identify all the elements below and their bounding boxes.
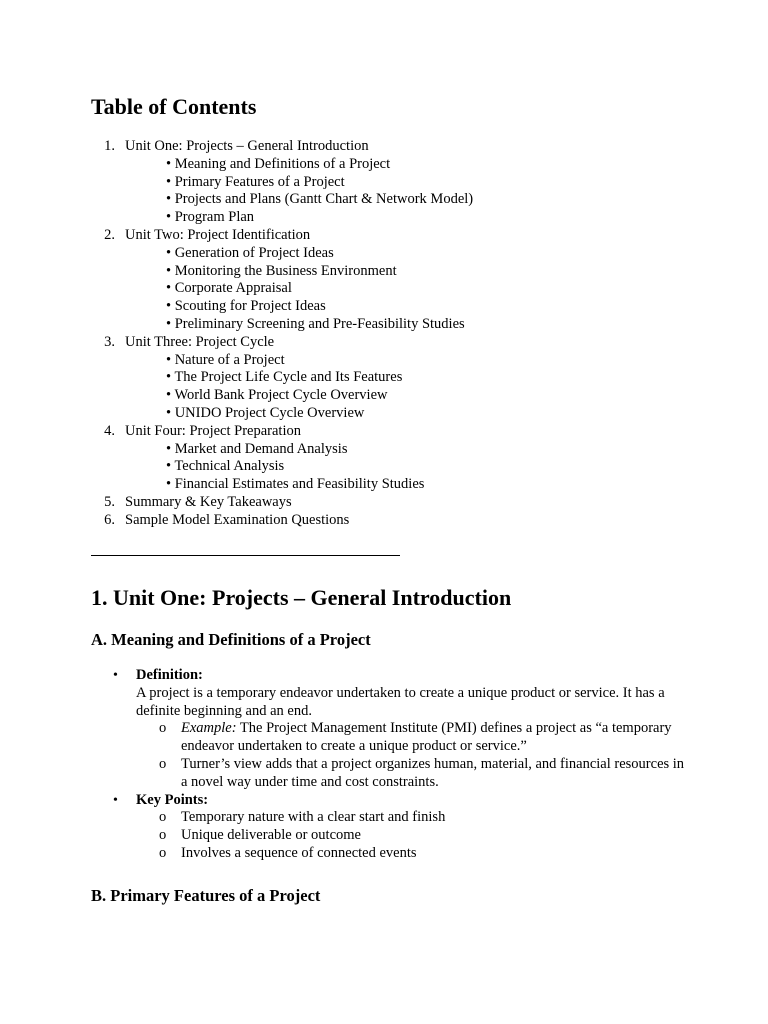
toc-subitem: • Generation of Project Ideas	[166, 244, 334, 261]
toc-subitem: • Primary Features of a Project	[166, 173, 345, 190]
toc-unit	[91, 494, 711, 512]
toc-subitem: • Projects and Plans (Gantt Chart & Network Model)	[166, 191, 474, 208]
toc-list	[91, 138, 711, 530]
example-text: The Project Management Institute (PMI) defines a project as “a temporary endeavor undertaken to create a unique product or service.”	[181, 720, 672, 755]
toc-unit-label: Summary & Key Takeaways	[125, 493, 292, 510]
circle-bullet-icon: o	[159, 720, 167, 737]
list-item-example	[136, 720, 691, 756]
toc-unit-number: 3.	[104, 333, 115, 350]
toc-unit-number: 1.	[104, 138, 115, 154]
toc-unit	[91, 334, 711, 352]
toc-subitem: • Meaning and Definitions of a Project	[166, 155, 391, 172]
horizontal-rule	[91, 555, 400, 556]
toc-unit	[91, 227, 711, 245]
definition-text: A project is a temporary endeavor undertaken to create a unique product or service. It has a definite beginning and an end.	[136, 684, 665, 719]
unit-one-heading: 1. Unit One: Projects – General Introduction	[91, 585, 512, 610]
circle-bullet-icon: o	[159, 844, 167, 861]
list-item-key-points	[91, 792, 691, 863]
toc-unit-label: Unit Three: Project Cycle	[125, 333, 275, 350]
circle-bullet-icon: o	[159, 827, 167, 844]
toc-subitem: • Nature of a Project	[166, 351, 285, 368]
key-point-item: o Temporary nature with a clear start and finish	[136, 809, 691, 827]
section-b-heading: B. Primary Features of a Project	[91, 886, 321, 905]
bullet-icon: •	[113, 668, 118, 683]
toc-subitem: • World Bank Project Cycle Overview	[166, 387, 388, 404]
toc-unit	[91, 138, 711, 156]
toc-subitem: • Scouting for Project Ideas	[166, 298, 326, 315]
example-label: Example:	[181, 720, 237, 737]
toc-unit-label: Sample Model Examination Questions	[125, 511, 350, 528]
key-point-item: o Involves a sequence of connected events	[136, 845, 691, 863]
toc-subitem: • Financial Estimates and Feasibility Studies	[166, 476, 425, 493]
list-item-turner	[136, 756, 691, 792]
toc-subitem: • Preliminary Screening and Pre-Feasibility Studies	[166, 315, 465, 332]
section-a-heading: A. Meaning and Definitions of a Project	[91, 630, 371, 649]
key-points-label: Key Points:	[136, 791, 209, 808]
list-item-definition	[91, 667, 691, 792]
section-a-list	[91, 667, 691, 863]
toc-subitem: • The Project Life Cycle and Its Features	[166, 369, 403, 386]
toc-unit-number: 5.	[104, 493, 115, 510]
toc-unit-label: Unit Two: Project Identification	[125, 226, 311, 243]
circle-bullet-icon: o	[159, 755, 167, 772]
toc-unit-label: Unit One: Projects – General Introduction	[125, 138, 369, 154]
toc-unit-number: 6.	[104, 511, 115, 528]
toc-subitem: • Technical Analysis	[166, 458, 285, 475]
toc-unit	[91, 423, 711, 441]
toc-unit-label: Unit Four: Project Preparation	[125, 422, 301, 439]
toc-subitem: • Monitoring the Business Environment	[166, 262, 397, 279]
key-point-item: o Unique deliverable or outcome	[136, 827, 691, 845]
definition-label: Definition:	[136, 667, 203, 683]
toc-unit-number: 2.	[104, 226, 115, 243]
toc-title: Table of Contents	[91, 94, 257, 119]
bullet-icon: •	[113, 792, 118, 808]
toc-subitem: • UNIDO Project Cycle Overview	[166, 404, 365, 421]
turner-text: Turner’s view adds that a project organizes human, material, and financial resources in a novel way under time and cost constraints.	[181, 755, 685, 790]
toc-unit-number: 4.	[104, 422, 115, 439]
circle-bullet-icon: o	[159, 809, 167, 826]
toc-subitem: • Market and Demand Analysis	[166, 440, 348, 457]
toc-subitem: • Corporate Appraisal	[166, 280, 292, 297]
toc-unit	[91, 512, 711, 530]
toc-subitem: • Program Plan	[166, 209, 255, 226]
